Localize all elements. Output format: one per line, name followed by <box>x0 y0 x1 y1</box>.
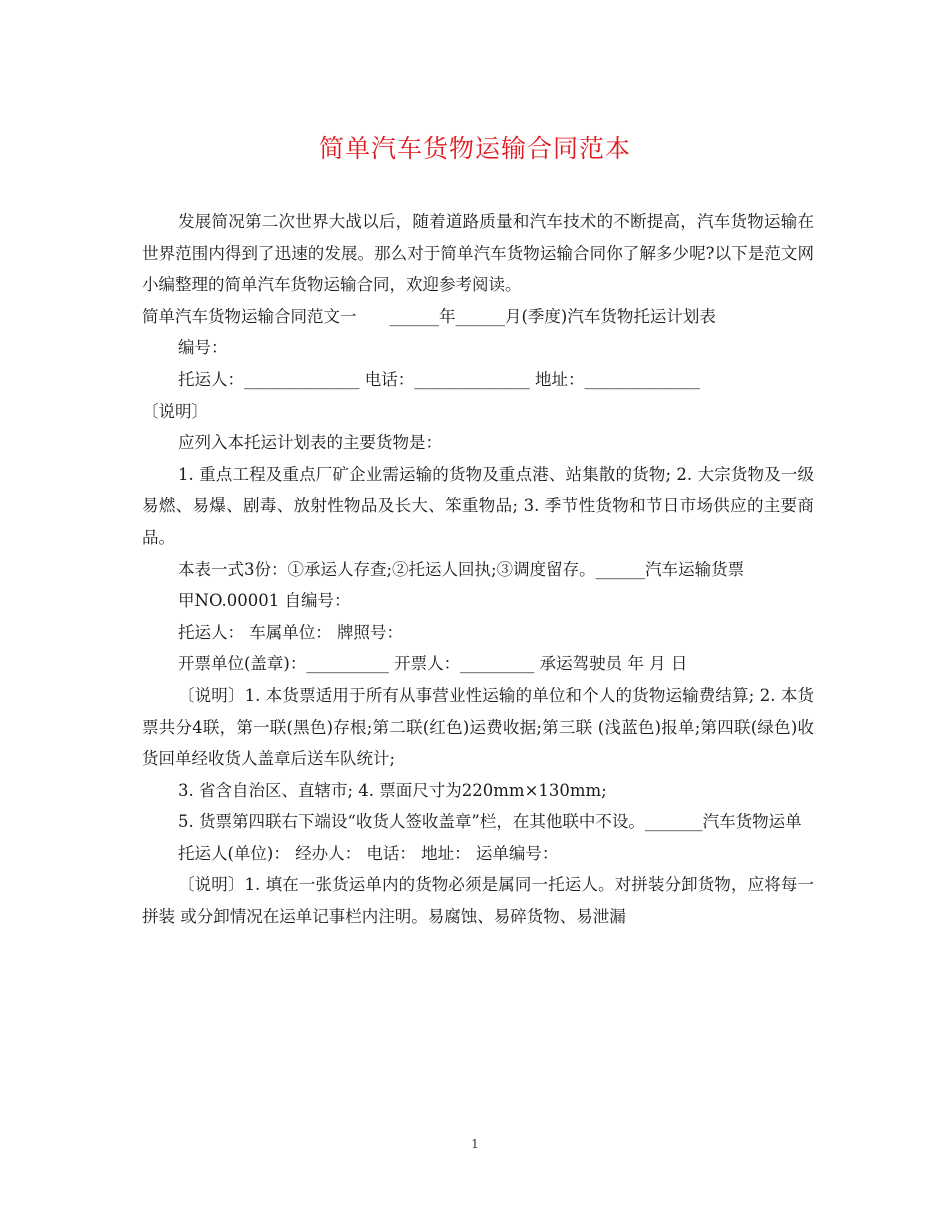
paragraph-fourth-copy: 5. 货票第四联右下端设“收货人签收盖章”栏，在其他联中不设。_______汽车货物运单 <box>178 812 802 832</box>
paragraph-waybill-fields: 托运人(单位)： 经办人： 电话： 地址： 运单编号： <box>178 843 559 863</box>
document-body <box>142 206 814 933</box>
paragraph-copies: 本表一式3份：①承运人存查;②托运人回执;③调度留存。______汽车运输货票 <box>178 559 745 579</box>
paragraph-ticket-size: 3. 省含自治区、直辖市; 4. 票面尺寸为220mm×130mm; <box>178 780 607 800</box>
paragraph-ticket-number: 甲NO.00001 自编号： <box>178 591 351 611</box>
paragraph-ticket-notes: 〔说明〕1. 本货票适用于所有从事营业性运输的单位和个人的货物运输费结算; 2. 本货票共分4联，第一联(黑色)存根;第二联(红色)运费收据;第三联 (浅蓝色)报单;第四联(绿色)收货回单经收货人盖章后送车队统计; <box>142 685 814 769</box>
page-number: 1 <box>471 1137 479 1151</box>
paragraph-note-heading: 〔说明〕 <box>142 401 208 421</box>
paragraph-vehicle-info: 托运人： 车属单位： 牌照号： <box>178 622 403 642</box>
paragraph-intro: 发展简况第二次世界大战以后，随着道路质量和汽车技术的不断提高，汽车货物运输在世界范围内得到了迅速的发展。那么对于简单汽车货物运输合同你了解多少呢?以下是范文网小编整理的简单汽车货物运输合同，欢迎参考阅读。 <box>142 212 814 295</box>
paragraph-shipper-info: 托运人：______________ 电话：______________ 地址：______________ <box>178 369 700 389</box>
paragraph-issuer-info: 开票单位(盖章)：__________ 开票人：_________ 承运驾驶员 年 月 日 <box>178 654 688 674</box>
paragraph-main-goods: 应列入本托运计划表的主要货物是： <box>178 433 442 453</box>
document-title: 简单汽车货物运输合同范本 <box>318 134 631 163</box>
paragraph-waybill-notes: 〔说明〕1. 填在一张货运单内的货物必须是属同一托运人。对拼装分卸货物，应将每一拼装 或分卸情况在运单记事栏内注明。易腐蚀、易碎货物、易泄漏 <box>142 875 814 927</box>
paragraph-contract-sample-one: 简单汽车货物运输合同范文一 ______年______月(季度)汽车货物托运计划表 <box>142 306 716 326</box>
paragraph-serial-number: 编号： <box>178 338 228 358</box>
paragraph-goods-list: 1. 重点工程及重点厂矿企业需运输的货物及重点港、站集散的货物; 2. 大宗货物及一级易燃、易爆、剧毒、放射性物品及长大、笨重物品; 3. 季节性货物和节日市场供应的主要商品。 <box>142 464 814 547</box>
